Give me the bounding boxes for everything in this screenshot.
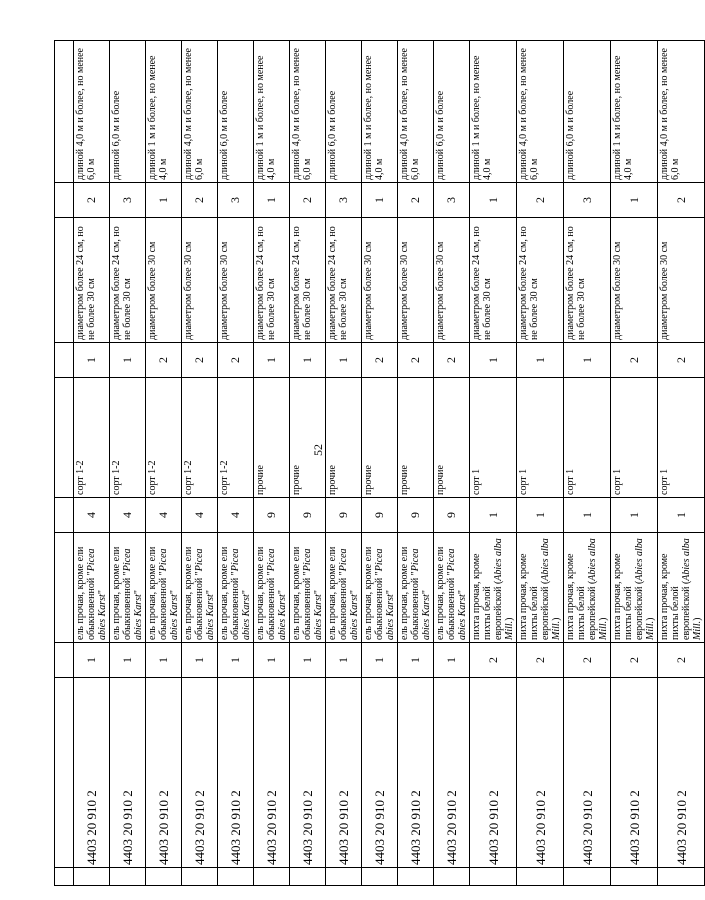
number-cell: 2 xyxy=(658,183,705,218)
table-row xyxy=(611,41,658,886)
diameter-cell: диаметром более 24 см, но не более 30 см xyxy=(290,218,326,343)
table-row xyxy=(398,41,434,886)
length-cell: длиной 4,0 м и более, но менее 6,0 м xyxy=(182,41,218,183)
grade-cell: прочие xyxy=(398,378,434,498)
species-name: пихта прочая, кроме пихты белой европейской ( xyxy=(659,553,692,640)
number-cell: 2 xyxy=(658,343,705,378)
number-cell: 2 xyxy=(182,183,218,218)
scientific-name: Picea abies Karst xyxy=(338,548,360,640)
number-cell: 1 xyxy=(658,498,705,533)
species-name: пихта прочая, кроме пихты белой европейской ( xyxy=(518,553,551,640)
number-cell: 1 xyxy=(611,498,658,533)
species-cell xyxy=(74,533,110,643)
code-cell: 4403 20 910 2 xyxy=(110,678,146,868)
blank-cell xyxy=(182,868,218,886)
species-name-end: ) xyxy=(551,617,562,621)
species-cell xyxy=(434,533,470,643)
species-name: ель прочая, кроме ели обыкновенной " xyxy=(327,546,349,640)
diameter-cell: диаметром более 24 см, но не более 30 см xyxy=(110,218,146,343)
species-name-end: " xyxy=(169,590,180,595)
number-cell: 9 xyxy=(254,498,290,533)
blank-cell xyxy=(254,868,290,886)
blank-cell xyxy=(55,378,74,498)
diameter-cell: диаметром более 24 см, но не более 30 см xyxy=(254,218,290,343)
species-name-end: ) xyxy=(645,617,656,621)
species-name: ель прочая, кроме ели обыкновенной " xyxy=(111,546,133,640)
number-cell: 2 xyxy=(611,343,658,378)
number-cell: 1 xyxy=(254,183,290,218)
species-name-end: " xyxy=(349,590,360,595)
grade-cell: сорт 1-2 xyxy=(182,378,218,498)
diameter-cell: диаметром более 30 см xyxy=(362,218,398,343)
page-number: 52 xyxy=(311,444,325,456)
table-row xyxy=(658,41,705,886)
code-cell: 4403 20 910 2 xyxy=(398,678,434,868)
length-cell: длиной 1 м и более, но менее 4,0 м xyxy=(611,41,658,183)
diameter-cell: диаметром более 30 см xyxy=(146,218,182,343)
number-cell: 3 xyxy=(218,183,254,218)
grade-cell: прочие xyxy=(362,378,398,498)
number-cell: 2 xyxy=(182,343,218,378)
grade-cell: сорт 1-2 xyxy=(146,378,182,498)
scientific-name: Picea abies Karst xyxy=(410,548,432,640)
number-cell: 2 xyxy=(470,643,517,678)
scientific-name: Abies alba Mill. xyxy=(587,538,609,640)
number-cell: 2 xyxy=(398,343,434,378)
table-row xyxy=(362,41,398,886)
number-cell: 2 xyxy=(564,643,611,678)
species-name-end: " xyxy=(241,590,252,595)
timber-classification-table xyxy=(54,40,705,886)
length-cell: длиной 6,0 м и более xyxy=(564,41,611,183)
number-cell: 2 xyxy=(517,183,564,218)
blank-cell xyxy=(55,643,74,678)
blank-cell xyxy=(110,868,146,886)
number-cell: 1 xyxy=(470,183,517,218)
number-cell: 1 xyxy=(362,183,398,218)
grade-cell: сорт 1-2 xyxy=(218,378,254,498)
number-cell: 2 xyxy=(74,183,110,218)
species-cell xyxy=(564,533,611,643)
blank-cell xyxy=(55,218,74,343)
diameter-cell: диаметром более 24 см, но не более 30 см xyxy=(517,218,564,343)
species-name-end: " xyxy=(313,590,324,595)
species-name: ель прочая, кроме ели обыкновенной " xyxy=(75,546,97,640)
code-cell: 4403 20 910 2 xyxy=(218,678,254,868)
length-cell: длиной 1 м и более, но менее 4,0 м xyxy=(362,41,398,183)
number-cell: 2 xyxy=(146,343,182,378)
length-cell: длиной 4,0 м и более, но менее 6,0 м xyxy=(290,41,326,183)
length-cell: длиной 1 м и более, но менее 4,0 м xyxy=(254,41,290,183)
number-cell: 2 xyxy=(362,343,398,378)
blank-cell xyxy=(434,868,470,886)
table-row xyxy=(254,41,290,886)
code-cell: 4403 20 910 2 xyxy=(362,678,398,868)
table-row xyxy=(74,41,110,886)
number-cell: 1 xyxy=(74,343,110,378)
species-cell xyxy=(611,533,658,643)
number-cell: 1 xyxy=(470,343,517,378)
table-row xyxy=(434,41,470,886)
number-cell: 1 xyxy=(290,343,326,378)
number-cell: 1 xyxy=(110,643,146,678)
scientific-name: Picea abies Karst xyxy=(122,548,144,640)
number-cell: 1 xyxy=(254,343,290,378)
number-cell: 3 xyxy=(434,183,470,218)
code-cell: 4403 20 910 2 xyxy=(290,678,326,868)
species-cell xyxy=(218,533,254,643)
blank-cell xyxy=(611,868,658,886)
species-cell xyxy=(254,533,290,643)
code-cell: 4403 20 910 2 xyxy=(146,678,182,868)
grade-cell: прочие xyxy=(434,378,470,498)
scientific-name: Abies alba Mill. xyxy=(540,538,562,640)
length-cell: длиной 6,0 м и более xyxy=(326,41,362,183)
species-name: пихта прочая, кроме пихты белой европейской ( xyxy=(471,553,504,640)
number-cell: 1 xyxy=(362,643,398,678)
code-cell: 4403 20 910 2 xyxy=(74,678,110,868)
species-name: ель прочая, кроме ели обыкновенной " xyxy=(219,546,241,640)
number-cell: 9 xyxy=(290,498,326,533)
code-cell: 4403 20 910 2 xyxy=(517,678,564,868)
species-name-end: ) xyxy=(692,617,703,621)
scientific-name: Abies alba Mill. xyxy=(493,538,515,640)
blank-cell xyxy=(398,868,434,886)
species-cell xyxy=(182,533,218,643)
number-cell: 1 xyxy=(517,343,564,378)
number-cell: 2 xyxy=(611,643,658,678)
number-cell: 1 xyxy=(74,643,110,678)
species-name-end: " xyxy=(457,590,468,595)
diameter-cell: диаметром более 24 см, но не более 30 см xyxy=(564,218,611,343)
number-cell: 1 xyxy=(290,643,326,678)
grade-cell: сорт 1 xyxy=(658,378,705,498)
species-name: ель прочая, кроме ели обыкновенной " xyxy=(255,546,277,640)
number-cell: 1 xyxy=(564,343,611,378)
species-cell xyxy=(110,533,146,643)
diameter-cell: диаметром более 30 см xyxy=(434,218,470,343)
number-cell: 2 xyxy=(517,643,564,678)
table-row xyxy=(564,41,611,886)
number-cell: 1 xyxy=(146,183,182,218)
blank-cell xyxy=(290,868,326,886)
table-row xyxy=(218,41,254,886)
species-name: ель прочая, кроме ели обыкновенной " xyxy=(147,546,169,640)
number-cell: 1 xyxy=(110,343,146,378)
blank-cell xyxy=(74,868,110,886)
species-name: ель прочая, кроме ели обыкновенной " xyxy=(399,546,421,640)
diameter-cell: диаметром более 30 см xyxy=(398,218,434,343)
blank-cell xyxy=(55,868,74,886)
table-row xyxy=(517,41,564,886)
code-cell: 4403 20 910 2 xyxy=(470,678,517,868)
species-cell xyxy=(326,533,362,643)
number-cell: 1 xyxy=(398,643,434,678)
number-cell: 1 xyxy=(218,643,254,678)
number-cell: 2 xyxy=(218,343,254,378)
blank-cell xyxy=(564,868,611,886)
diameter-cell: диаметром более 24 см, но не более 30 см xyxy=(74,218,110,343)
species-name: пихта прочая, кроме пихты белой европейской ( xyxy=(612,553,645,640)
scientific-name: Abies alba Mill. xyxy=(681,538,703,640)
number-cell: 1 xyxy=(564,498,611,533)
blank-top-row xyxy=(55,41,74,886)
species-name-end: " xyxy=(133,590,144,595)
species-name: ель прочая, кроме ели обыкновенной " xyxy=(291,546,313,640)
blank-cell xyxy=(146,868,182,886)
grade-cell: сорт 1 xyxy=(470,378,517,498)
code-cell: 4403 20 910 2 xyxy=(564,678,611,868)
table-row xyxy=(182,41,218,886)
species-name-end: ) xyxy=(504,617,515,621)
grade-cell: прочие xyxy=(254,378,290,498)
number-cell: 4 xyxy=(182,498,218,533)
blank-cell xyxy=(55,41,74,183)
grade-cell: прочие xyxy=(326,378,362,498)
number-cell: 1 xyxy=(326,643,362,678)
species-cell xyxy=(517,533,564,643)
species-name-end: " xyxy=(421,590,432,595)
code-cell: 4403 20 910 2 xyxy=(434,678,470,868)
number-cell: 1 xyxy=(611,183,658,218)
number-cell: 2 xyxy=(290,183,326,218)
blank-cell xyxy=(362,868,398,886)
blank-cell xyxy=(218,868,254,886)
scientific-name: Picea abies Karst xyxy=(158,548,180,640)
scientific-name: Picea abies Karst xyxy=(194,548,216,640)
number-cell: 1 xyxy=(182,643,218,678)
code-cell: 4403 20 910 2 xyxy=(326,678,362,868)
species-cell xyxy=(290,533,326,643)
species-name: пихта прочая, кроме пихты белой европейской ( xyxy=(565,553,598,640)
blank-cell xyxy=(326,868,362,886)
length-cell: длиной 6,0 м и более xyxy=(434,41,470,183)
diameter-cell: диаметром более 24 см, но не более 30 см xyxy=(470,218,517,343)
number-cell: 2 xyxy=(398,183,434,218)
number-cell: 1 xyxy=(146,643,182,678)
species-cell xyxy=(398,533,434,643)
species-cell xyxy=(362,533,398,643)
number-cell: 3 xyxy=(326,183,362,218)
length-cell: длиной 1 м и более, но менее 4,0 м xyxy=(146,41,182,183)
number-cell: 4 xyxy=(74,498,110,533)
number-cell: 9 xyxy=(398,498,434,533)
length-cell: длиной 1 м и более, но менее 4,0 м xyxy=(470,41,517,183)
rotated-table-container xyxy=(54,41,703,886)
grade-cell: сорт 1 xyxy=(517,378,564,498)
scientific-name: Picea abies Karst xyxy=(374,548,396,640)
blank-cell xyxy=(658,868,705,886)
scientific-name: Picea abies Karst xyxy=(446,548,468,640)
table-row xyxy=(110,41,146,886)
diameter-cell: диаметром более 30 см xyxy=(218,218,254,343)
blank-cell xyxy=(470,868,517,886)
length-cell: длиной 4,0 м и более, но менее 6,0 м xyxy=(74,41,110,183)
number-cell: 1 xyxy=(326,343,362,378)
species-name-end: " xyxy=(97,590,108,595)
number-cell: 1 xyxy=(254,643,290,678)
blank-cell xyxy=(55,533,74,643)
number-cell: 1 xyxy=(470,498,517,533)
blank-cell xyxy=(517,868,564,886)
number-cell: 9 xyxy=(434,498,470,533)
number-cell: 2 xyxy=(658,643,705,678)
grade-cell: сорт 1 xyxy=(611,378,658,498)
length-cell: длиной 4,0 м и более, но менее 6,0 м xyxy=(398,41,434,183)
diameter-cell: диаметром более 30 см xyxy=(658,218,705,343)
diameter-cell: диаметром более 24 см, но не более 30 см xyxy=(326,218,362,343)
diameter-cell: диаметром более 30 см xyxy=(611,218,658,343)
number-cell: 4 xyxy=(146,498,182,533)
species-name-end: " xyxy=(385,590,396,595)
length-cell: длиной 4,0 м и более, но менее 6,0 м xyxy=(658,41,705,183)
diameter-cell: диаметром более 30 см xyxy=(182,218,218,343)
scientific-name: Abies alba Mill. xyxy=(634,538,656,640)
number-cell: 1 xyxy=(517,498,564,533)
table-row xyxy=(146,41,182,886)
code-cell: 4403 20 910 2 xyxy=(658,678,705,868)
code-cell: 4403 20 910 2 xyxy=(611,678,658,868)
grade-cell: сорт 1-2 xyxy=(110,378,146,498)
code-cell: 4403 20 910 2 xyxy=(182,678,218,868)
code-cell: 4403 20 910 2 xyxy=(254,678,290,868)
species-name-end: ) xyxy=(598,617,609,621)
species-cell xyxy=(658,533,705,643)
number-cell: 4 xyxy=(218,498,254,533)
scientific-name: Picea abies Karst xyxy=(230,548,252,640)
blank-cell xyxy=(55,498,74,533)
number-cell: 9 xyxy=(326,498,362,533)
species-name: ель прочая, кроме ели обыкновенной " xyxy=(363,546,385,640)
length-cell: длиной 4,0 м и более, но менее 6,0 м xyxy=(517,41,564,183)
table-row xyxy=(470,41,517,886)
number-cell: 9 xyxy=(362,498,398,533)
species-name-end: " xyxy=(205,590,216,595)
species-name: ель прочая, кроме ели обыкновенной " xyxy=(435,546,457,640)
blank-cell xyxy=(55,678,74,868)
table-row xyxy=(326,41,362,886)
number-cell: 4 xyxy=(110,498,146,533)
length-cell: длиной 6,0 м и более xyxy=(218,41,254,183)
scientific-name: Picea abies Karst xyxy=(302,548,324,640)
grade-cell: сорт 1 xyxy=(564,378,611,498)
species-name: ель прочая, кроме ели обыкновенной " xyxy=(183,546,205,640)
blank-cell xyxy=(55,343,74,378)
number-cell: 3 xyxy=(110,183,146,218)
species-cell xyxy=(146,533,182,643)
grade-cell: сорт 1-2 xyxy=(74,378,110,498)
number-cell: 3 xyxy=(564,183,611,218)
scientific-name: Picea abies Karst xyxy=(86,548,108,640)
length-cell: длиной 6,0 м и более xyxy=(110,41,146,183)
table-row xyxy=(290,41,326,886)
blank-cell xyxy=(55,183,74,218)
number-cell: 2 xyxy=(434,343,470,378)
grade-cell: прочие xyxy=(290,378,326,498)
species-name-end: " xyxy=(277,590,288,595)
species-cell xyxy=(470,533,517,643)
number-cell: 1 xyxy=(434,643,470,678)
scientific-name: Picea abies Karst xyxy=(266,548,288,640)
